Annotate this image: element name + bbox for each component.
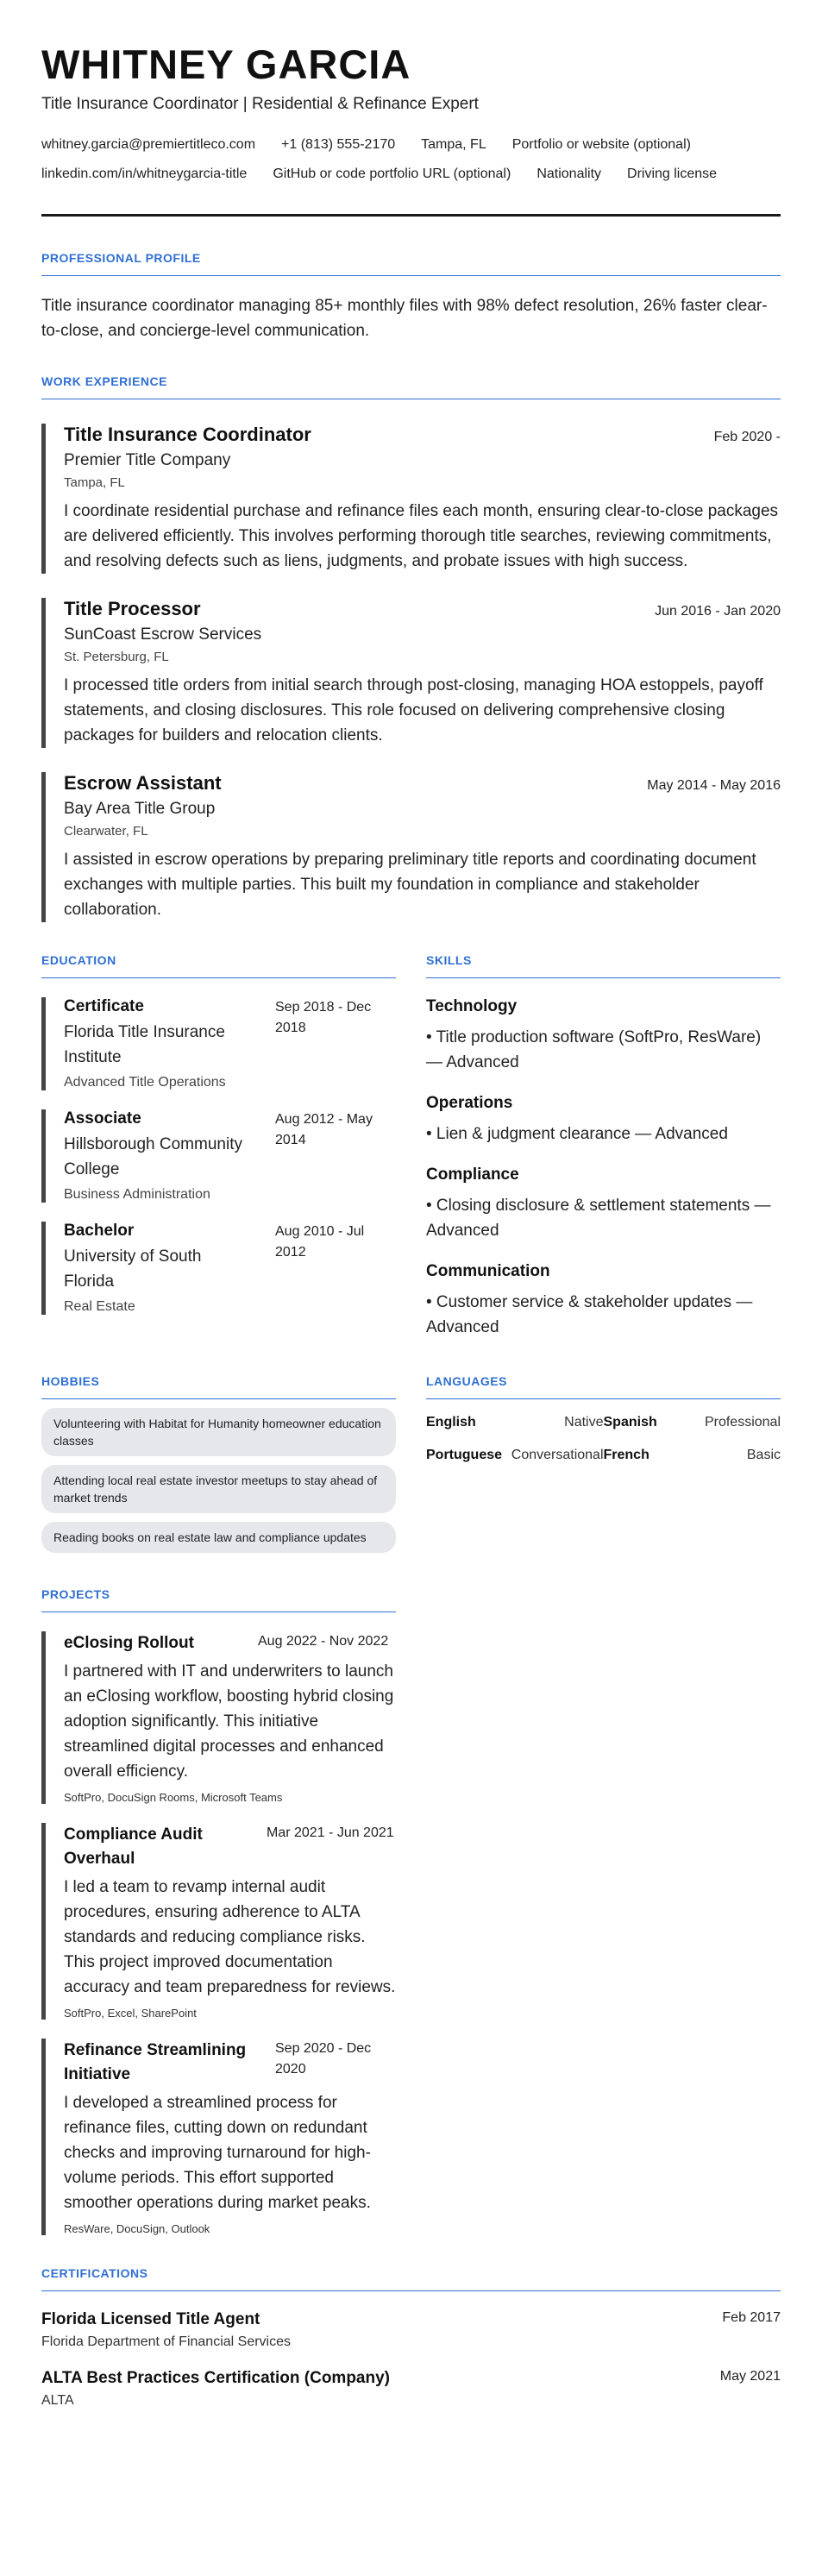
language-name: Spanish bbox=[603, 1415, 657, 1429]
candidate-subtitle: Title Insurance Coordinator | Residential & Refinance Expert bbox=[41, 95, 479, 113]
project-description: I partnered with IT and underwriters to launch an eClosing workflow, boosting hybrid closing adoption significantly. This initiative streamlined digital processes and enhanced overall efficiency. bbox=[64, 1662, 394, 1781]
language-level: Professional bbox=[704, 1415, 781, 1429]
language-entry bbox=[604, 1448, 781, 1463]
certification-entry bbox=[41, 2310, 781, 2350]
certification-name: ALTA Best Practices Certification (Company) bbox=[41, 2369, 391, 2387]
education-degree: Associate bbox=[64, 1109, 141, 1128]
job-entry bbox=[41, 598, 781, 748]
languages-section bbox=[426, 1374, 781, 1553]
contact-portfolio[interactable]: Portfolio or website (optional) bbox=[511, 137, 691, 152]
profile-section bbox=[41, 251, 781, 343]
education-degree: Certificate bbox=[64, 997, 144, 1015]
language-level: Basic bbox=[746, 1448, 781, 1462]
skill-category: Communication bbox=[426, 1262, 550, 1280]
education-school: University of South Florida bbox=[64, 1247, 202, 1291]
project-date: Sep 2020 - Dec 2020 bbox=[275, 2041, 372, 2077]
education-entry bbox=[41, 997, 396, 1090]
skill-item: • Closing disclosure & settlement statements — Advanced bbox=[426, 1197, 771, 1240]
project-title: Compliance Audit Overhaul bbox=[64, 1825, 203, 1868]
job-description: I processed title orders from initial search through post-closing, managing HOA estoppels, payoff statements, and closing disclosures. This role focused on delivering comprehensive closing packages for builders and relocation clients. bbox=[64, 676, 763, 745]
skill-category: Operations bbox=[426, 1094, 513, 1112]
contact-phone[interactable]: +1 (813) 555-2170 bbox=[281, 137, 396, 152]
project-description: I developed a streamlined process for refinance files, cutting down on redundant checks and improving turnaround for high-volume periods. This effort supported smoother operations during market peaks. bbox=[64, 2094, 371, 2212]
certifications-section bbox=[41, 2266, 781, 2409]
contact-github[interactable]: GitHub or code portfolio URL (optional) bbox=[273, 166, 511, 181]
job-date: Feb 2020 - bbox=[713, 430, 781, 444]
skill-item: • Customer service & stakeholder updates — Advanced bbox=[426, 1293, 753, 1336]
education-entry bbox=[41, 1222, 396, 1315]
certification-date: Feb 2017 bbox=[722, 2310, 781, 2325]
contact-list bbox=[41, 136, 781, 195]
education-entry bbox=[41, 1109, 396, 1203]
language-entry bbox=[604, 1415, 781, 1430]
job-title: Title Insurance Coordinator bbox=[64, 424, 311, 445]
language-name: Portuguese bbox=[426, 1448, 503, 1462]
language-name: French bbox=[603, 1448, 649, 1462]
certification-entry bbox=[41, 2369, 781, 2409]
language-entry bbox=[426, 1448, 604, 1463]
job-title: Title Processor bbox=[64, 598, 201, 619]
language-grid bbox=[426, 1415, 781, 1480]
section-title-projects: PROJECTS bbox=[41, 1587, 396, 1612]
skill-category: Technology bbox=[426, 997, 518, 1015]
project-date: Aug 2022 - Nov 2022 bbox=[258, 1634, 389, 1649]
project-title: eClosing Rollout bbox=[64, 1634, 194, 1652]
project-entry bbox=[41, 2039, 396, 2235]
section-title-profile: PROFESSIONAL PROFILE bbox=[41, 251, 781, 276]
candidate-name: WHITNEY GARCIA bbox=[41, 41, 411, 87]
projects-right-spacer bbox=[426, 1587, 781, 2235]
projects-section bbox=[41, 1587, 396, 2235]
job-company: SunCoast Escrow Services bbox=[64, 625, 262, 644]
projects-row bbox=[41, 1587, 781, 2235]
language-name: English bbox=[426, 1415, 476, 1429]
contact-driving-license: Driving license bbox=[627, 166, 718, 181]
job-description: I assisted in escrow operations by preparing preliminary title reports and coordinating document exchanges with multiple parties. This built my foundation in compliance and stakeholder collaboration. bbox=[64, 851, 756, 919]
skill-item: • Title production software (SoftPro, ResWare) — Advanced bbox=[426, 1028, 762, 1071]
hobbies-languages-row bbox=[41, 1374, 781, 1553]
job-date: Jun 2016 - Jan 2020 bbox=[655, 604, 781, 619]
language-level: Conversational bbox=[511, 1448, 604, 1462]
certification-date: May 2021 bbox=[719, 2369, 781, 2384]
job-location: Clearwater, FL bbox=[64, 824, 148, 839]
project-tech: ResWare, DocuSign, Outlook bbox=[64, 2222, 210, 2235]
skill-category: Compliance bbox=[426, 1165, 519, 1184]
skills-section bbox=[426, 953, 781, 1340]
education-skills-row bbox=[41, 953, 781, 1340]
section-title-skills: SKILLS bbox=[426, 953, 781, 978]
job-company: Premier Title Company bbox=[64, 451, 231, 469]
contact-location: Tampa, FL bbox=[421, 137, 486, 152]
contact-email[interactable]: whitney.garcia@premiertitleco.com bbox=[41, 137, 256, 152]
education-school: Florida Title Insurance Institute bbox=[64, 1023, 225, 1066]
job-location: St. Petersburg, FL bbox=[64, 650, 169, 664]
hobby-chip: Reading books on real estate law and compliance updates bbox=[41, 1522, 396, 1553]
education-school: Hillsborough Community College bbox=[64, 1135, 242, 1178]
job-location: Tampa, FL bbox=[64, 475, 125, 490]
certification-issuer: Florida Department of Financial Services bbox=[41, 2334, 292, 2349]
section-title-education: EDUCATION bbox=[41, 953, 396, 978]
job-title: Escrow Assistant bbox=[64, 772, 222, 794]
hobby-chip: Volunteering with Habitat for Humanity homeowner education classes bbox=[41, 1408, 396, 1456]
certification-name: Florida Licensed Title Agent bbox=[41, 2310, 260, 2328]
job-entry bbox=[41, 772, 781, 922]
resume-header bbox=[41, 41, 781, 217]
hobbies-section bbox=[41, 1374, 396, 1553]
education-section bbox=[41, 953, 396, 1340]
profile-text: Title insurance coordinator managing 85+ monthly files with 98% defect resolution, 26% faster clear-to-close, and concierge-level communication. bbox=[41, 297, 768, 340]
project-tech: SoftPro, Excel, SharePoint bbox=[64, 2007, 197, 2020]
job-entry bbox=[41, 424, 781, 574]
contact-nationality: Nationality bbox=[536, 166, 602, 181]
education-date: Aug 2012 - May 2014 bbox=[275, 1112, 373, 1147]
education-field: Real Estate bbox=[64, 1299, 135, 1314]
language-entry bbox=[426, 1415, 604, 1430]
education-field: Business Administration bbox=[64, 1187, 210, 1202]
job-description: I coordinate residential purchase and refinance files each month, ensuring clear-to-close packages are delivered efficiently. This involves performing thorough title searches, reviewing commitments, and resolving defects such as liens, judgments, and probate issues with high success. bbox=[64, 502, 779, 570]
project-description: I led a team to revamp internal audit procedures, ensuring adherence to ALTA standards and reducing compliance risks. This project improved documentation accuracy and team preparedness for reviews. bbox=[64, 1878, 396, 1996]
education-degree: Bachelor bbox=[64, 1222, 135, 1240]
contact-linkedin[interactable]: linkedin.com/in/whitneygarcia-title bbox=[41, 166, 248, 181]
job-company: Bay Area Title Group bbox=[64, 800, 216, 818]
education-date: Sep 2018 - Dec 2018 bbox=[275, 1000, 372, 1035]
language-level: Native bbox=[564, 1415, 604, 1429]
section-title-certifications: CERTIFICATIONS bbox=[41, 2266, 781, 2291]
education-field: Advanced Title Operations bbox=[64, 1075, 226, 1090]
project-entry bbox=[41, 1823, 396, 2020]
project-title: Refinance Streamlining Initiative bbox=[64, 2041, 247, 2083]
certification-issuer: ALTA bbox=[41, 2393, 74, 2408]
hobby-chip: Attending local real estate investor meetups to stay ahead of market trends bbox=[41, 1465, 396, 1513]
experience-section bbox=[41, 374, 781, 922]
section-title-experience: WORK EXPERIENCE bbox=[41, 374, 781, 399]
header-divider bbox=[41, 214, 781, 217]
project-date: Mar 2021 - Jun 2021 bbox=[267, 1825, 394, 1840]
section-title-hobbies: HOBBIES bbox=[41, 1374, 396, 1399]
project-tech: SoftPro, DocuSign Rooms, Microsoft Teams bbox=[64, 1791, 283, 1804]
education-date: Aug 2010 - Jul 2012 bbox=[275, 1224, 365, 1260]
job-date: May 2014 - May 2016 bbox=[647, 778, 781, 793]
project-entry bbox=[41, 1631, 396, 1804]
section-title-languages: LANGUAGES bbox=[426, 1374, 781, 1399]
skill-item: • Lien & judgment clearance — Advanced bbox=[426, 1125, 728, 1143]
